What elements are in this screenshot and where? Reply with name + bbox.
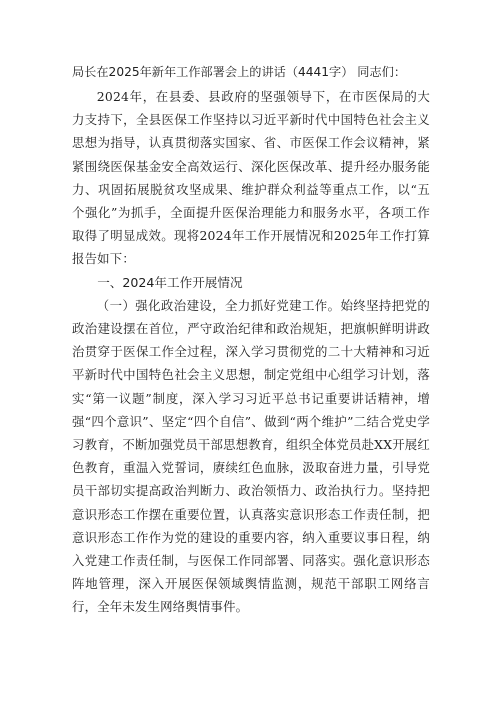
document-title: 局长在2025年新年工作部署会上的讲话（4441字） (72, 65, 354, 79)
document-page (72, 60, 430, 619)
greeting: 同志们： (357, 65, 407, 79)
title-line (72, 60, 430, 85)
body-paragraph: （一）强化政治建设，全力抓好党建工作。始终坚持把党的政治建设摆在首位，严守政治纪律和政治规矩，把旗帜鲜明讲政治贯穿于医保工作全过程，深入学习贯彻党的二十大精神和习近平新时代中国特色社会主义思想，制定党组中心组学习计划，落实“第一议题”制度，深入学习习近平总书记重要讲话精神，增强“四个意识”、坚定“四个自信”、做到“两个维护”二结合党史学习教育，不断加强党员干部思想教育，组织全体党员赴XX开展红色教育，重温入党誓词，赓续红色血脉，汲取奋进力量，引导党员干部切实提高政治判断力、政治领悟力、政治执行力。坚持把意识形态工作摆在重要位置，认真落实意识形态工作责任制，把意识形态工作作为党的建设的重要内容，纳入重要议事日程，纳入党建工作责任制，与医保工作同部署、同落实。强化意识形态阵地管理，深入开展医保领域舆情监测，规范干部职工网络言行，全年未发生网络舆情事件。 (72, 297, 430, 615)
section-heading: 一、2024年工作开展情况 (97, 274, 243, 290)
intro-paragraph: 2024年，在县委、县政府的坚强领导下，在市医保局的大力支持下，全县医保工作坚持以习近平新时代中国特色社会主义思想为指导，认真贯彻落实国家、省、市医保工作会议精神，紧紧围绕医保基金安全高效运行、深化医保改革、提升经办服务能力、巩固拓展脱贫攻坚成果、维护群众利益等重点工作，以“五个强化”为抓手，全面提升医保治理能力和服务水平，各项工作取得了明显成效。现将2024年工作开展情况和2025年工作打算报告如下： (72, 89, 430, 267)
